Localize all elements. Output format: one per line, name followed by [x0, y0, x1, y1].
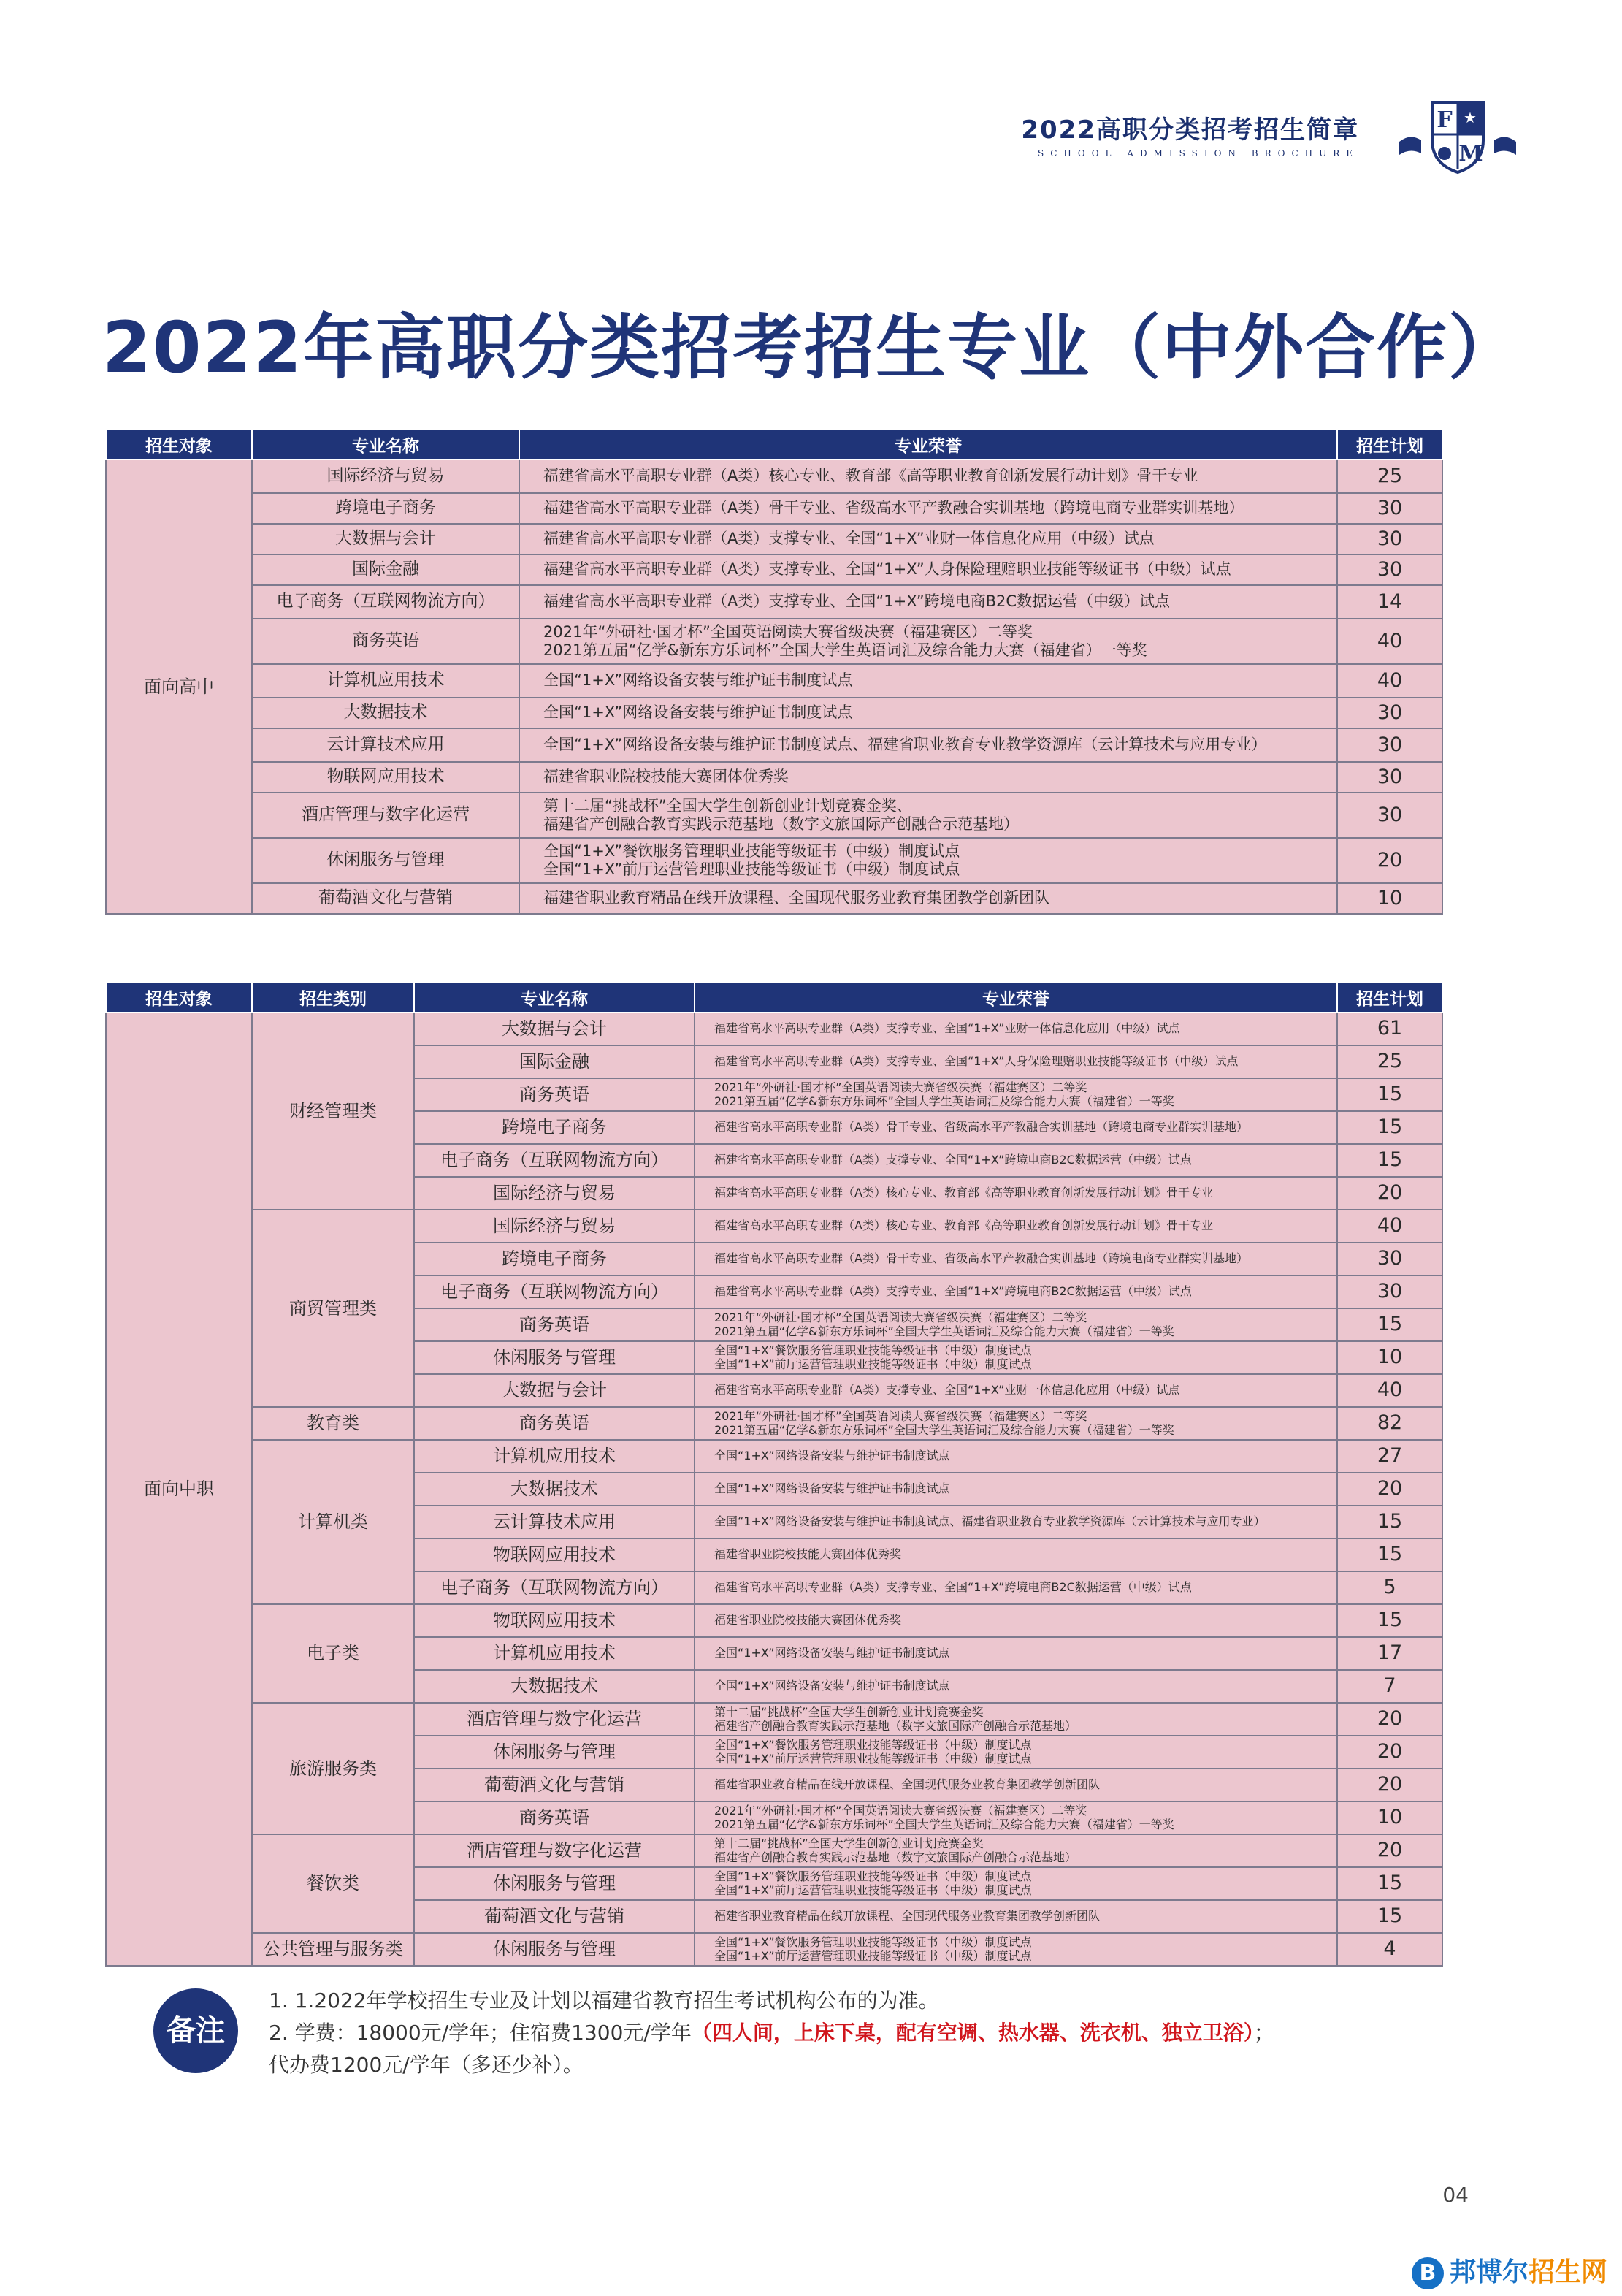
major-cell: 跨境电子商务 — [414, 1111, 695, 1144]
major-cell: 大数据技术 — [414, 1670, 695, 1703]
major-cell: 酒店管理与数字化运营 — [414, 1703, 695, 1736]
major-cell: 酒店管理与数字化运营 — [414, 1834, 695, 1867]
honor-cell — [695, 1111, 1337, 1144]
honor-line: 福建省产创融合教育实践示范基地（数字文旅国际产创融合示范基地） — [714, 1850, 1077, 1864]
honor-line: 全国“1+X”网络设备安装与维护证书制度试点 — [714, 1646, 950, 1660]
honor-cell — [695, 1177, 1337, 1210]
honor-line: 福建省高水平高职专业群（A类）支撑专业、全国“1+X”跨境电商B2C数据运营（中级）试点 — [714, 1284, 1192, 1299]
major-cell: 大数据技术 — [414, 1473, 695, 1506]
plan-cell: 10 — [1337, 1801, 1442, 1834]
honor-line: 全国“1+X”前厅运营管理职业技能等级证书（中级）制度试点 — [714, 1883, 1032, 1897]
honor-cell — [519, 762, 1337, 793]
major-cell: 商务英语 — [414, 1308, 695, 1341]
table-row — [106, 1834, 1442, 1867]
target-cell: 面向中职 — [106, 1012, 252, 1966]
plan-cell: 30 — [1337, 1243, 1442, 1275]
major-cell: 葡萄酒文化与营销 — [414, 1900, 695, 1933]
honor-line: 全国“1+X”前厅运营管理职业技能等级证书（中级）制度试点 — [714, 1948, 1032, 1963]
honor-line: 福建省高水平高职专业群（A类）骨干专业、省级高水平产教融合实训基地（跨境电商专业群实训基地） — [543, 499, 1244, 517]
major-cell: 葡萄酒文化与营销 — [252, 883, 519, 914]
major-cell: 大数据技术 — [252, 698, 519, 728]
honor-cell — [695, 1045, 1337, 1078]
major-cell: 休闲服务与管理 — [414, 1933, 695, 1966]
honor-line: 2021第五届“亿学&新东方乐词杯”全国大学生英语词汇及综合能力大赛（福建省）一等奖 — [714, 1422, 1174, 1437]
honor-line: 全国“1+X”餐饮服务管理职业技能等级证书（中级）制度试点 — [714, 1869, 1032, 1884]
table-row — [106, 585, 1442, 619]
honor-line: 全国“1+X”网络设备安装与维护证书制度试点、福建省职业教育专业教学资源库（云计算技术与应用专业） — [714, 1514, 1266, 1529]
table-row — [106, 698, 1442, 728]
plan-cell: 30 — [1337, 762, 1442, 793]
honor-cell — [695, 1440, 1337, 1473]
major-cell: 休闲服务与管理 — [252, 838, 519, 883]
major-cell: 葡萄酒文化与营销 — [414, 1769, 695, 1801]
honor-cell — [695, 1769, 1337, 1801]
plan-cell: 30 — [1337, 493, 1442, 524]
plan-cell: 20 — [1337, 1736, 1442, 1769]
table-row — [106, 1210, 1442, 1243]
honor-line: 福建省高水平高职专业群（A类）支撑专业、全国“1+X”业财一体信息化应用（中级）试点 — [543, 530, 1155, 548]
page-number: 04 — [1442, 2183, 1469, 2207]
major-cell: 大数据与会计 — [414, 1374, 695, 1407]
target-cell: 面向高中 — [106, 459, 252, 914]
plan-cell: 5 — [1337, 1571, 1442, 1604]
brochure-title: 2022高职分类招考招生简章 — [1021, 115, 1359, 145]
major-cell: 国际金融 — [414, 1045, 695, 1078]
honor-cell — [695, 1275, 1337, 1308]
honor-line: 福建省高水平高职专业群（A类）核心专业、教育部《高等职业教育创新发展行动计划》骨干专业 — [543, 467, 1198, 485]
plan-cell: 7 — [1337, 1670, 1442, 1703]
honor-line: 2021年“外研社·国才杯”全国英语阅读大赛省级决赛（福建赛区）二等奖 — [714, 1804, 1087, 1818]
honor-line: 2021第五届“亿学&新东方乐词杯”全国大学生英语词汇及综合能力大赛（福建省）一等奖 — [543, 641, 1147, 659]
major-cell: 物联网应用技术 — [414, 1538, 695, 1571]
svg-text:★: ★ — [1464, 109, 1477, 126]
notes-badge: 备注 — [153, 1988, 238, 2073]
honor-line: 2021第五届“亿学&新东方乐词杯”全国大学生英语词汇及综合能力大赛（福建省）一等奖 — [714, 1094, 1174, 1108]
table-row — [106, 619, 1442, 664]
honor-line: 全国“1+X”网络设备安装与维护证书制度试点、福建省职业教育专业教学资源库（云计算技术与应用专业） — [543, 736, 1267, 754]
honor-line: 全国“1+X”网络设备安装与维护证书制度试点 — [714, 1679, 950, 1693]
col-header-plan: 招生计划 — [1337, 429, 1442, 459]
honor-cell — [519, 838, 1337, 883]
plan-cell: 15 — [1337, 1867, 1442, 1900]
honor-line: 全国“1+X”餐饮服务管理职业技能等级证书（中级）制度试点 — [543, 842, 960, 860]
vocational-school-majors-table — [105, 981, 1443, 1967]
plan-cell: 30 — [1337, 728, 1442, 762]
major-cell: 商务英语 — [252, 619, 519, 664]
table-row — [106, 838, 1442, 883]
logo-letter-f: F — [1437, 107, 1453, 133]
major-cell: 跨境电子商务 — [414, 1243, 695, 1275]
category-cell: 旅游服务类 — [252, 1703, 414, 1834]
category-cell: 公共管理与服务类 — [252, 1933, 414, 1966]
plan-cell: 30 — [1337, 698, 1442, 728]
table-row — [106, 1933, 1442, 1966]
honor-line: 福建省高水平高职专业群（A类）骨干专业、省级高水平产教融合实训基地（跨境电商专业群实训基地） — [714, 1251, 1248, 1266]
plan-cell: 10 — [1337, 1341, 1442, 1374]
plan-cell: 27 — [1337, 1440, 1442, 1473]
honor-line: 2021年“外研社·国才杯”全国英语阅读大赛省级决赛（福建赛区）二等奖 — [714, 1409, 1087, 1424]
honor-line: 全国“1+X”前厅运营管理职业技能等级证书（中级）制度试点 — [714, 1751, 1032, 1766]
table-row — [106, 883, 1442, 914]
table-row — [106, 1012, 1442, 1045]
major-cell: 云计算技术应用 — [414, 1506, 695, 1538]
honor-cell — [695, 1407, 1337, 1440]
honor-line: 第十二届“挑战杯”全国大学生创新创业计划竞赛金奖 — [714, 1705, 984, 1720]
honor-cell — [695, 1243, 1337, 1275]
honor-cell — [695, 1210, 1337, 1243]
honor-line: 福建省高水平高职专业群（A类）支撑专业、全国“1+X”人身保险理赔职业技能等级证书（中级）试点 — [543, 560, 1231, 579]
page-title: 2022年高职分类招考招生专业（中外合作） — [102, 307, 1520, 389]
logo-letter-m: M — [1458, 141, 1483, 167]
watermark-name-b: 招生网 — [1528, 2257, 1607, 2287]
honor-line: 全国“1+X”餐饮服务管理职业技能等级证书（中级）制度试点 — [714, 1935, 1032, 1950]
major-cell: 计算机应用技术 — [252, 664, 519, 698]
honor-line: 福建省职业院校技能大赛团体优秀奖 — [543, 768, 789, 786]
major-cell: 国际经济与贸易 — [252, 459, 519, 493]
school-logo-icon — [1396, 96, 1520, 177]
plan-cell: 20 — [1337, 1473, 1442, 1506]
table-row — [106, 554, 1442, 585]
honor-line: 福建省高水平高职专业群（A类）核心专业、教育部《高等职业教育创新发展行动计划》骨干专业 — [714, 1186, 1213, 1200]
honor-line: 2021年“外研社·国才杯”全国英语阅读大赛省级决赛（福建赛区）二等奖 — [714, 1311, 1087, 1325]
major-cell: 电子商务（互联网物流方向） — [414, 1571, 695, 1604]
honor-cell — [519, 793, 1337, 838]
category-cell: 教育类 — [252, 1407, 414, 1440]
plan-cell: 15 — [1337, 1604, 1442, 1637]
col-header-target: 招生对象 — [106, 982, 252, 1012]
site-watermark — [1412, 2251, 1607, 2289]
plan-cell: 15 — [1337, 1078, 1442, 1111]
major-cell: 商务英语 — [414, 1078, 695, 1111]
high-school-majors-table — [105, 428, 1443, 915]
table-row — [106, 664, 1442, 698]
plan-cell: 20 — [1337, 1703, 1442, 1736]
table-row — [106, 762, 1442, 793]
honor-cell — [695, 1012, 1337, 1045]
honor-line: 福建省产创融合教育实践示范基地（数字文旅国际产创融合示范基地） — [714, 1718, 1077, 1733]
category-cell: 电子类 — [252, 1604, 414, 1703]
honor-line: 福建省高水平高职专业群（A类）骨干专业、省级高水平产教融合实训基地（跨境电商专业群实训基地） — [714, 1120, 1248, 1134]
honor-cell — [519, 493, 1337, 524]
honor-cell — [695, 1571, 1337, 1604]
major-cell: 国际金融 — [252, 554, 519, 585]
major-cell: 电子商务（互联网物流方向） — [414, 1275, 695, 1308]
honor-line: 福建省高水平高职专业群（A类）支撑专业、全国“1+X”跨境电商B2C数据运营（中级）试点 — [714, 1153, 1192, 1167]
honor-line: 福建省职业教育精品在线开放课程、全国现代服务业教育集团教学创新团队 — [543, 889, 1049, 907]
honor-cell — [695, 1801, 1337, 1834]
major-cell: 商务英语 — [414, 1407, 695, 1440]
honor-line: 2021第五届“亿学&新东方乐词杯”全国大学生英语词汇及综合能力大赛（福建省）一等奖 — [714, 1817, 1174, 1831]
honor-line: 全国“1+X”网络设备安装与维护证书制度试点 — [714, 1449, 950, 1463]
honor-line: 福建省高水平高职专业群（A类）支撑专业、全国“1+X”人身保险理赔职业技能等级证书（中级）试点 — [714, 1054, 1239, 1069]
honor-line: 福建省职业院校技能大赛团体优秀奖 — [714, 1547, 902, 1562]
watermark-name-a: 邦博尔 — [1449, 2257, 1529, 2287]
honor-cell — [519, 698, 1337, 728]
honor-cell — [695, 1308, 1337, 1341]
note-line-3: 代办费1200元/学年（多还少补）。 — [269, 2053, 584, 2077]
plan-cell: 30 — [1337, 1275, 1442, 1308]
note-line-2 — [269, 2017, 1274, 2049]
col-header-major: 专业名称 — [414, 982, 695, 1012]
honor-line: 2021第五届“亿学&新东方乐词杯”全国大学生英语词汇及综合能力大赛（福建省）一等奖 — [714, 1324, 1174, 1338]
major-cell: 酒店管理与数字化运营 — [252, 793, 519, 838]
honor-cell — [695, 1078, 1337, 1111]
category-cell: 商贸管理类 — [252, 1210, 414, 1407]
major-cell: 计算机应用技术 — [414, 1440, 695, 1473]
table-row — [106, 728, 1442, 762]
honor-line: 全国“1+X”餐饮服务管理职业技能等级证书（中级）制度试点 — [714, 1343, 1032, 1358]
honor-cell — [695, 1834, 1337, 1867]
plan-cell: 10 — [1337, 883, 1442, 914]
major-cell: 跨境电子商务 — [252, 493, 519, 524]
honor-cell — [695, 1637, 1337, 1670]
plan-cell: 15 — [1337, 1900, 1442, 1933]
major-cell: 商务英语 — [414, 1801, 695, 1834]
note-line-1: 1. 1.2022年学校招生专业及计划以福建省教育招生考试机构公布的为准。 — [269, 1988, 939, 2013]
plan-cell: 4 — [1337, 1933, 1442, 1966]
honor-cell — [695, 1670, 1337, 1703]
plan-cell: 40 — [1337, 1374, 1442, 1407]
honor-line: 第十二届“挑战杯”全国大学生创新创业计划竞赛金奖 — [714, 1837, 984, 1851]
brochure-subtitle: SCHOOL ADMISSION BROCHURE — [1037, 148, 1359, 159]
honor-line: 全国“1+X”前厅运营管理职业技能等级证书（中级）制度试点 — [543, 861, 960, 878]
plan-cell: 20 — [1337, 1177, 1442, 1210]
honor-cell — [695, 1867, 1337, 1900]
honor-cell — [695, 1473, 1337, 1506]
plan-cell: 40 — [1337, 1210, 1442, 1243]
honor-line: 全国“1+X”网络设备安装与维护证书制度试点 — [714, 1481, 950, 1496]
honor-cell — [695, 1703, 1337, 1736]
col-header-major: 专业名称 — [252, 429, 519, 459]
plan-cell: 20 — [1337, 1769, 1442, 1801]
major-cell: 休闲服务与管理 — [414, 1736, 695, 1769]
honor-cell — [519, 664, 1337, 698]
plan-cell: 15 — [1337, 1538, 1442, 1571]
table-row — [106, 524, 1442, 554]
plan-cell: 14 — [1337, 585, 1442, 619]
honor-cell — [519, 554, 1337, 585]
honor-line: 福建省高水平高职专业群（A类）支撑专业、全国“1+X”业财一体信息化应用（中级）试点 — [714, 1021, 1180, 1036]
major-cell: 物联网应用技术 — [252, 762, 519, 793]
major-cell: 休闲服务与管理 — [414, 1341, 695, 1374]
plan-cell: 30 — [1337, 524, 1442, 554]
honor-line: 2021年“外研社·国才杯”全国英语阅读大赛省级决赛（福建赛区）二等奖 — [714, 1080, 1087, 1095]
plan-cell: 20 — [1337, 838, 1442, 883]
major-cell: 电子商务（互联网物流方向） — [414, 1144, 695, 1177]
table-row — [106, 1604, 1442, 1637]
category-cell: 餐饮类 — [252, 1834, 414, 1933]
honor-line: 全国“1+X”前厅运营管理职业技能等级证书（中级）制度试点 — [714, 1357, 1032, 1371]
honor-line: 第十二届“挑战杯”全国大学生创新创业计划竞赛金奖、 — [543, 796, 912, 815]
honor-line: 福建省职业教育精品在线开放课程、全国现代服务业教育集团教学创新团队 — [714, 1777, 1101, 1792]
table-row — [106, 793, 1442, 838]
honor-line: 全国“1+X”网络设备安装与维护证书制度试点 — [543, 671, 853, 690]
col-header-honor: 专业荣誉 — [519, 429, 1337, 459]
col-header-plan: 招生计划 — [1337, 982, 1442, 1012]
honor-cell — [695, 1144, 1337, 1177]
major-cell: 大数据与会计 — [414, 1012, 695, 1045]
plan-cell: 61 — [1337, 1012, 1442, 1045]
honor-cell — [519, 585, 1337, 619]
plan-cell: 40 — [1337, 664, 1442, 698]
major-cell: 国际经济与贸易 — [414, 1210, 695, 1243]
category-cell: 计算机类 — [252, 1440, 414, 1604]
honor-line: 福建省高水平高职专业群（A类）核心专业、教育部《高等职业教育创新发展行动计划》骨干专业 — [714, 1218, 1213, 1233]
plan-cell: 20 — [1337, 1834, 1442, 1867]
honor-cell — [519, 524, 1337, 554]
honor-line: 福建省高水平高职专业群（A类）支撑专业、全国“1+X”业财一体信息化应用（中级）试点 — [714, 1383, 1180, 1397]
honor-cell — [695, 1538, 1337, 1571]
honor-cell — [695, 1374, 1337, 1407]
honor-cell — [695, 1506, 1337, 1538]
honor-cell — [695, 1736, 1337, 1769]
plan-cell: 15 — [1337, 1111, 1442, 1144]
plan-cell: 30 — [1337, 554, 1442, 585]
plan-cell: 40 — [1337, 619, 1442, 664]
col-header-honor: 专业荣誉 — [695, 982, 1337, 1012]
major-cell: 云计算技术应用 — [252, 728, 519, 762]
major-cell: 国际经济与贸易 — [414, 1177, 695, 1210]
major-cell: 电子商务（互联网物流方向） — [252, 585, 519, 619]
col-header-target: 招生对象 — [106, 429, 252, 459]
note-dorm-highlight: （四人间，上床下桌，配有空调、热水器、洗衣机、独立卫浴） — [691, 2021, 1254, 2045]
honor-line: 全国“1+X”餐饮服务管理职业技能等级证书（中级）制度试点 — [714, 1738, 1032, 1752]
major-cell: 物联网应用技术 — [414, 1604, 695, 1637]
plan-cell: 82 — [1337, 1407, 1442, 1440]
honor-line: 全国“1+X”网络设备安装与维护证书制度试点 — [543, 703, 853, 722]
plan-cell: 15 — [1337, 1308, 1442, 1341]
major-cell: 大数据与会计 — [252, 524, 519, 554]
honor-cell — [519, 883, 1337, 914]
honor-line: 福建省高水平高职专业群（A类）支撑专业、全国“1+X”跨境电商B2C数据运营（中级）试点 — [543, 592, 1171, 611]
major-cell: 计算机应用技术 — [414, 1637, 695, 1670]
plan-cell: 17 — [1337, 1637, 1442, 1670]
honor-cell — [695, 1604, 1337, 1637]
plan-cell: 25 — [1337, 459, 1442, 493]
note-line-2-end: ； — [1253, 2021, 1274, 2045]
honor-cell — [519, 459, 1337, 493]
plan-cell: 25 — [1337, 1045, 1442, 1078]
honor-line: 福建省职业院校技能大赛团体优秀奖 — [714, 1613, 902, 1628]
plan-cell: 15 — [1337, 1144, 1442, 1177]
honor-cell — [695, 1933, 1337, 1966]
major-cell: 休闲服务与管理 — [414, 1867, 695, 1900]
table-row — [106, 1407, 1442, 1440]
watermark-logo-icon: B — [1412, 2257, 1444, 2289]
honor-cell — [519, 728, 1337, 762]
table-row — [106, 493, 1442, 524]
col-header-category: 招生类别 — [252, 982, 414, 1012]
table-row — [106, 459, 1442, 493]
category-cell: 财经管理类 — [252, 1012, 414, 1210]
brochure-header — [1021, 110, 1359, 159]
table-row — [106, 1703, 1442, 1736]
plan-cell: 15 — [1337, 1506, 1442, 1538]
honor-line: 2021年“外研社·国才杯”全国英语阅读大赛省级决赛（福建赛区）二等奖 — [543, 622, 1033, 641]
honor-cell — [695, 1341, 1337, 1374]
honor-line: 福建省职业教育精品在线开放课程、全国现代服务业教育集团教学创新团队 — [714, 1909, 1101, 1923]
notes-section — [269, 1985, 1274, 2081]
plan-cell: 30 — [1337, 793, 1442, 838]
honor-line: 福建省产创融合教育实践示范基地（数字文旅国际产创融合示范基地） — [543, 815, 1019, 833]
table-row — [106, 1440, 1442, 1473]
note-fee-text: 2. 学费：18000元/学年；住宿费1300元/学年 — [269, 2021, 692, 2045]
honor-cell — [519, 619, 1337, 664]
honor-cell — [695, 1900, 1337, 1933]
honor-line: 福建省高水平高职专业群（A类）支撑专业、全国“1+X”跨境电商B2C数据运营（中级）试点 — [714, 1580, 1192, 1595]
